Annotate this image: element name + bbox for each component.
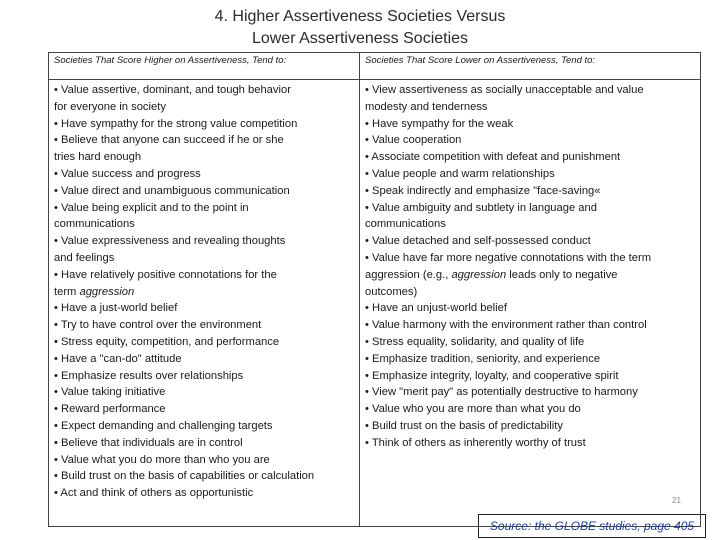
list-item: • Try to have control over the environment bbox=[54, 319, 262, 332]
body-row bbox=[49, 80, 701, 527]
list-item: • Value have far more negative connotations with the term aggression (e.g., aggression leads only to negative outcomes) bbox=[365, 251, 652, 298]
list-item: • Believe that individuals are in control bbox=[54, 436, 243, 449]
list-item: • Emphasize tradition, seniority, and experience bbox=[365, 352, 601, 365]
list-item: • Build trust on the basis of predictability bbox=[365, 419, 563, 432]
list-item: • Value taking initiative bbox=[54, 386, 166, 399]
list-item: • Reward performance bbox=[54, 403, 166, 416]
list-item: • Value ambiguity and subtlety in language and communications bbox=[365, 201, 597, 231]
list-item: • Value assertive, dominant, and tough behavior for everyone in society bbox=[54, 84, 291, 113]
page-number: 21 bbox=[672, 496, 681, 505]
list-item: • Stress equality, solidarity, and quality of life bbox=[365, 335, 585, 348]
list-item: • Value what you do more than who you are bbox=[54, 453, 270, 466]
list-item: • Have sympathy for the weak bbox=[365, 117, 514, 130]
list-item: • Value being explicit and to the point in communications bbox=[54, 201, 249, 231]
list-item: • Associate competition with defeat and punishment bbox=[365, 151, 621, 164]
list-item: • Emphasize results over relationships bbox=[54, 369, 244, 382]
list-item: • Value people and warm relationships bbox=[365, 167, 555, 180]
list-item: • Have relatively positive connotations for the term aggression bbox=[54, 268, 277, 298]
list-item: • View assertiveness as socially unacceptable and value modesty and tenderness bbox=[365, 84, 644, 113]
list-item: • Think of others as inherently worthy of trust bbox=[365, 436, 586, 449]
list-item: • Have an unjust-world belief bbox=[365, 302, 507, 315]
header-higher: Societies That Score Higher on Assertiveness, Tend to: bbox=[49, 53, 360, 80]
list-item: • Value cooperation bbox=[365, 134, 462, 147]
higher-assertiveness-list bbox=[49, 80, 360, 527]
header-lower: Societies That Score Lower on Assertiveness, Tend to: bbox=[360, 53, 701, 80]
list-item: • View "merit pay" as potentially destructive to harmony bbox=[365, 386, 638, 399]
list-item: • Have sympathy for the strong value competition bbox=[54, 117, 298, 130]
list-item: • Expect demanding and challenging targets bbox=[54, 419, 273, 432]
lower-assertiveness-list bbox=[360, 80, 701, 527]
header-row bbox=[49, 53, 701, 80]
list-item: • Build trust on the basis of capabilities or calculation bbox=[54, 470, 315, 483]
list-item: • Believe that anyone can succeed if he or she tries hard enough bbox=[54, 134, 284, 164]
list-item: • Act and think of others as opportunistic bbox=[54, 487, 254, 500]
source-citation: Source: the GLOBE studies, page 405 bbox=[478, 514, 706, 538]
list-item: • Value detached and self-possessed conduct bbox=[365, 235, 591, 248]
list-item: • Stress equity, competition, and performance bbox=[54, 335, 280, 348]
title-line-1: 4. Higher Assertiveness Societies Versus bbox=[214, 8, 506, 25]
list-item: • Value harmony with the environment rather than control bbox=[365, 319, 647, 332]
list-item: • Value who you are more than what you do bbox=[365, 403, 581, 416]
slide-title bbox=[0, 6, 720, 50]
list-item: • Have a just-world belief bbox=[54, 302, 178, 315]
title-line-2: Lower Assertiveness Societies bbox=[251, 30, 469, 47]
list-item: • Emphasize integrity, loyalty, and cooperative spirit bbox=[365, 369, 619, 382]
list-item: • Value direct and unambiguous communication bbox=[54, 184, 290, 197]
list-item: • Have a "can-do" attitude bbox=[54, 352, 182, 365]
list-item: • Value success and progress bbox=[54, 167, 201, 180]
comparison-table bbox=[48, 52, 701, 527]
list-item: • Value expressiveness and revealing thoughts and feelings bbox=[54, 235, 286, 264]
list-item: • Speak indirectly and emphasize "face-saving« bbox=[365, 184, 601, 197]
